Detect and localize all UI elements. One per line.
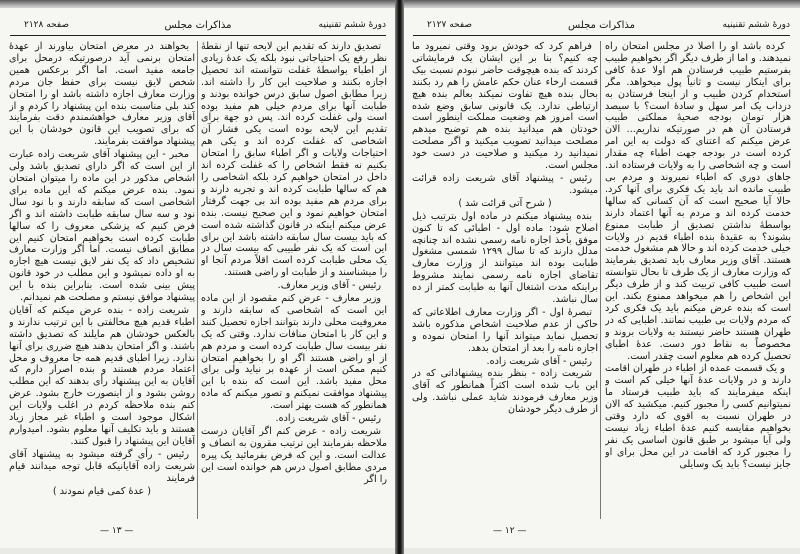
column-divider — [600, 41, 601, 519]
text-column-left — [412, 41, 598, 519]
paragraph: شریعت زاده - بنده عرض میکنم که آقایان اطباء قدیم هیچ مخالفتی با این ترتیب ندارند و بالعکس خودشان هم مایلند که تصدیق داشته باشند. و اگر امتحان بدهند هیچ ضرری برای آنها ندارد. زیرا اطبای قدیم همه جا معروف و محل اعتماد مردم هستند و بنده اصرار دارم که آقایان به این پیشنهاد رأی بدهند که این مطلب روشن بشود و از اینصورت خارج بشود. عرض کنم بنده ملاحظه کردم در اغلب ولایات این اشکال موجود است و اطباء غیر مجاز زیاد هستند و باید تکلیف آنها معلوم بشود. امیدوارم آقایان این پیشنهاد را قبول کنند. — [9, 304, 195, 447]
page-footer-number: — ۱۲ — — [493, 526, 527, 536]
paragraph: بنده پیشنهاد میکنم در ماده اول بترتیب ذیل اصلاح شود: ماده اول - اطبائی که تا کنون موفق بأخذ اجازه نامه رسمی نشده اند چنانچه مدلل دارند که تا سال ۱۲۹۹ شمسی مشغول طبابت بوده اند میتوانند از وزارت معارف تقاضای اجازه نامه رسمی نمایند مشروط براینکه مدت اشتغال آنها به طبابت کمتر از ده سال نباشد. — [412, 210, 598, 306]
paragraph: رئیس - آقای شریعت زاده. — [486, 355, 592, 367]
page-header — [413, 20, 790, 36]
book-spine — [395, 0, 404, 554]
running-title: مذاکرات مجلس — [164, 20, 232, 31]
header-rule — [413, 35, 790, 36]
right-page — [403, 8, 800, 548]
text-column-right — [201, 41, 387, 519]
paragraph: تصدیق دارند که تقدیم این لایحه تنها از نقطهٔ نظر رفع یک احتیاجاتی نبود بلکه یک عدهٔ زیادی از اطباء بواسطهٔ غفلت نتوانسته اند تحصیل اجازه بکنند و صلاحیت این کار را داشته اند. زیرا مطابق اصول سابق درس خوانده بودند و طبابت آنها برای مردم خیلی هم مفید بوده است ولی غفلت کرده اند. پس دو جهة برای تقدیم این لایحه بوده است یکی فشار آن اشخاصی که غفلت کرده اند و یکی هم احتیاجات ولایات و اگر اطباء سابق را امتحان بکنیم نه فقط اشخاص را که غفلت کرده اند داخل در امتحان خواهیم کرد بلکه اشخاصی را هم که سالها طبابت کرده اند و تجربه دارند و برای مردم هم مفید بوده اند بی جهت گرفتار امتحان خواهیم نمود و این صحیح نیست. بنده عرض میکنم اینکه در قانون گذاشته شده است که باید بیست سال سابقه داشته باشد این برای این است که یک نفر طبیبی که بیست سال در یک محلی طبابت کرده است اقلاً مردم آنجا او را میشناسند و از طبابت او راضی هستند. — [201, 41, 387, 279]
column-divider — [197, 41, 198, 519]
paragraph: شریعت زاده - عرض کنم اگر آقایان درست ملاحظه بفرمایند این ترتیب مقرون به انصاف و عدالت است. و این که فرض بفرمائید یک پیره مردی مطابق اصول درس هم خوانده است این را اگر — [201, 426, 387, 485]
paragraph: فراهم کرد که خودش برود وقتی نمیرود ما چه کنیم؟ بنا بر این ایشان یک فرمایشاتی کردند که بنده هیچوقت حاضر نبودم نسبت بیک قسمت ارخاء عنان حکم عامش را هم رد بکنند بحال بنده هیچ تفاوت نمیکند بعالم بنده هیچ ارتباطی ندارد. یک قانونی سابق وضع شده است امروز هم وضعیت مملکت اینطور است خودتان هم میدانید بنده هم توضیح میدهم مصلحت میدانید تصویب میکنید و اگر مصلحت نمیدانید رد میکنید و صلاحیت در دست خود مجلس است. — [412, 41, 598, 172]
paragraph: بخواهند در معرض امتحان بیاورند از عهدهٔ امتحان برنمی آید درصورتیکه درمحل برای جامعه مفید است. اما اگر برعکس همین شخص لایق نیست برای حفظ جان مردم وزارت معارف اجازه داشته باشد او را امتحان کند بلی مناسبت بنده این پیشنهاد را کردم و از آقای وزیر معارف خواهشمندم دقت بفرمایند که برای تصویب این قانون خودشان با این پیشنهاد موافقت بفرمایند. — [9, 41, 195, 148]
paragraph: رئیس - رأی گرفته میشود به پیشنهاد آقای شریعت زاده آقایانیکه قابل توجه میدانند قیام فرمایند — [9, 448, 195, 484]
page-footer-number: — ۱۳ — — [100, 526, 134, 536]
paragraph: مخبر - این پیشنهاد آقای شریعت زاده عبارت از این است که اگر دارای تصدیق باشد ولی اشخاص مذکور در این ماده را میتوان امتحان نمود. بنده عرض میکنم که این ماده برای اشخاصی است که سابقه دارند و با نود سال نود و سه سال سابقه طبابت داشته اند و اگر فرض کنیم که پزشکی معروف را که سالها طبابت کرده است بخواهیم امتحان کنیم این مطابق انصاف نیست. اما اگر وزارت معارف تشخیص داد که یک نفر لایق نیست هیچ اجازه به او داده نمیشود و این مطلب در خود قانون پیش بینی شده است. بنابراین بنده با این پیشنهاد موافق نیستم و مصلحت هم نمیدانم. — [9, 149, 195, 304]
running-title: مذاکرات مجلس — [568, 20, 635, 31]
text-column-right — [605, 41, 791, 519]
header-rule — [10, 35, 386, 36]
session-label: دورهٔ ششم تقنینیه — [722, 20, 790, 30]
session-label: دورهٔ ششم تقنینیه — [318, 20, 386, 30]
paragraph: کرده باشد او را اصلا در مجلس امتحان راه نمیدهند. و اما از طرف دیگر اگر بخواهیم طبیب بفرستیم طبیب فرستادن هم اولا عدهٔ کافی برای اینکار نیست و ثانیاً پول میخواهد. مگر استخدام کردن طبیب و از اینجا فرستادن به دزداب یک امر سهل و سادهٔ است؟ با سیصد هزار تومان بودجه صحیهٔ مملکتی طبیب فرستادن آن هم در صورتیکه نداریم... الان عرض میکنم که اعتنای که دولت به این امر کرده است در بودجه جهت اطباء چه مقدار است و چه اشخاصی را به ولایات فرستاده اند. جاهای دوری که اطباء نمیروند و مردم بی طبیب مانده اند باید یک فکری برای آنها کرد. حالا آیا صحیح است که آن کسانی که سالها خدمت کرده اند و مردم به آنها اعتماد دارند بواسطهٔ نداشتن تصدیق از طبابت ممنوع بشوند؟ به عقیدهٔ بنده اطباء قدیم در ولایات خیلی خدمت کرده اند و حالا هم مشغول خدمت هستند. آقای وزیر معارف باید تصدیق بفرمایند که وزارت معارف از یک طرف تا بحال نتوانسته است طبیب کافی تربیت کند و از طرف دیگر این اشخاص را هم میخواهد ممنوع بکند. این است که بنده عرض میکنم باید یک فکری کرد که مردم ولایات بی طبیب نمانند. اطبایی که در طهران هستند حاضر نیستند به ولایات بروند و مخصوصاً به نقاط دور دست. عدهٔ اطبای تحصیل کرده هم معلوم است چقدر است. — [605, 41, 791, 362]
page-header — [10, 20, 386, 36]
paragraph: وزیر معارف - عرض کنم مقصود از این ماده این است که اشخاصی که سابقه دارند و معروفیت محلی دارند بتوانند اجازه تحصیل کنند و این کار با امتحان منافات ندارد. وقتی که یک نفر بیست سال طبابت کرده است و مردم هم از او راضی هستند اگر او را بخواهیم امتحان کنیم ممکن است از عهده بر نیاید ولی برای محل مفید باشد. این است که بنده با این پیشنهاد موافقت نمیکنم و تصور میکنم که ماده همانطور که هست بهتر است. — [201, 293, 387, 412]
paragraph: رئیس - پیشنهاد آقای شریعت زاده قرائت میشود. — [412, 172, 598, 196]
paragraph: رئیس - آقای شریعت زاده. — [275, 413, 381, 425]
paragraph: شریعت زاده - بنظر بنده پیشنهاداتی که در این باب شده است اکثراً همانطور که آقای وزیر معارف فرمودند شاید عملی نباشد. ولی از طرف دیگر خودشان — [412, 368, 598, 416]
paragraph: و یک قسمت عمده از اطباء در طهران اقامت دارند و در ولایات عدهٔ آنها خیلی کم است و اینکه میفرمایند که باید طبیب فرستاد ما نمیتوانیم کسی را مجبور کنیم. میکشید که الان در طهران نسبت به اقوی که دارد وقتی بخواهیم مقایسه کنیم عدهٔ اطباء زیاد نیست ولی آیا میشود بر طبق قانون اساسی یک نفر را مجبور کرد که اقامت در این محل برای او جایز نیست؟ باید یک وسایلی — [605, 363, 791, 470]
paragraph: رئیس - آقای وزیر معارف. — [277, 280, 381, 292]
paragraph: تبصرهٔ اول - اگر وزارت معارف اطلاعاتی که حاکی از عدم صلاحیت اشخاص مذکوره باشد تحصیل نماید میتواند آنها را امتحان نموده و اجازه نامه را بعد از امتحان بدهد. — [412, 306, 598, 354]
page-number-label: صفحه ۲۱۲۸ — [24, 20, 70, 30]
stage-note: ( شرح آتی قرائت شد ) — [458, 197, 552, 209]
left-page — [0, 8, 396, 548]
text-column-left — [9, 41, 195, 519]
page-number-label: صفحه ۲۱۲۷ — [427, 20, 473, 30]
stage-note: ( عدهٔ کمی قیام نمودند ) — [52, 485, 152, 497]
